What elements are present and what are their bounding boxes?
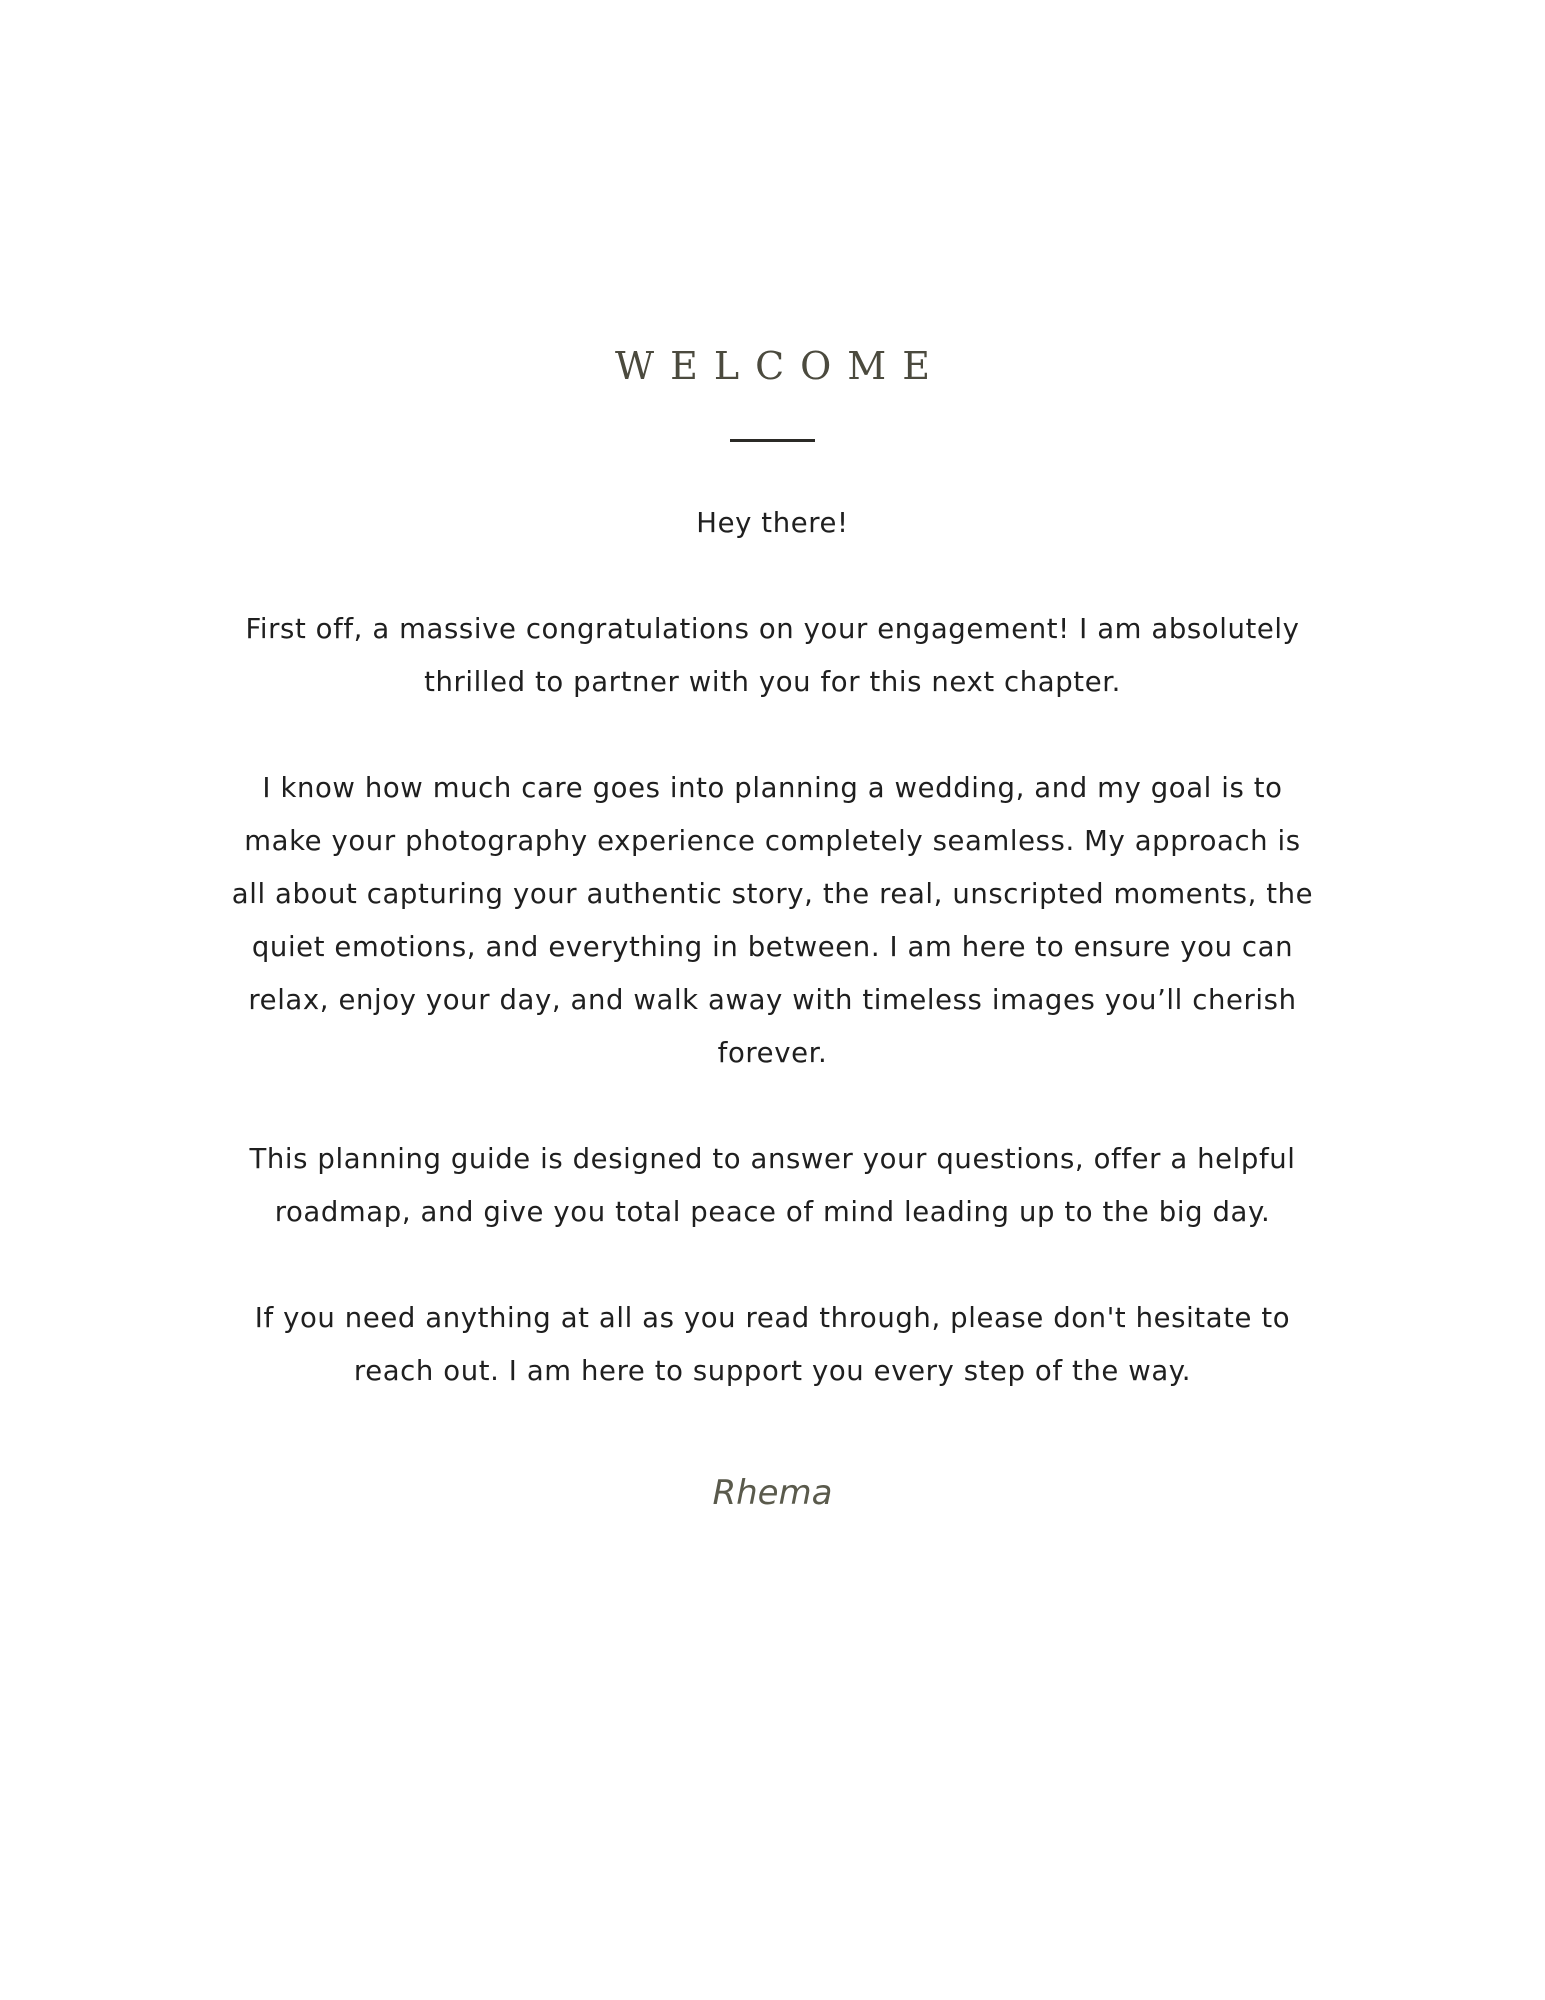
paragraph-congratulations: First off, a massive congratulations on your engagement! I am absolutely thrilled to partner with you for this next chapter. — [245, 613, 1300, 698]
signature: Rhema — [712, 1473, 833, 1513]
page-title: WELCOME — [615, 344, 946, 388]
paragraph-support: If you need anything at all as you read through, please don't hesitate to reach out. I am here to support you every step of the way. — [254, 1302, 1291, 1387]
title-divider — [730, 439, 815, 442]
paragraph-guide: This planning guide is designed to answer your questions, offer a helpful roadmap, and give you total peace of mind leading up to the big day. — [249, 1143, 1296, 1228]
paragraph-approach: I know how much care goes into planning a wedding, and my goal is to make your photography experience completely seamless. My approach is all about capturing your authentic story, the real, unscripted moments, the quiet emotions, and everything in between. I am here to ensure you can relax, enjoy your day, and walk away with timeless images you’ll cherish forever. — [231, 772, 1314, 1069]
greeting-text: Hey there! — [696, 507, 849, 539]
letter-body — [230, 497, 1315, 1451]
